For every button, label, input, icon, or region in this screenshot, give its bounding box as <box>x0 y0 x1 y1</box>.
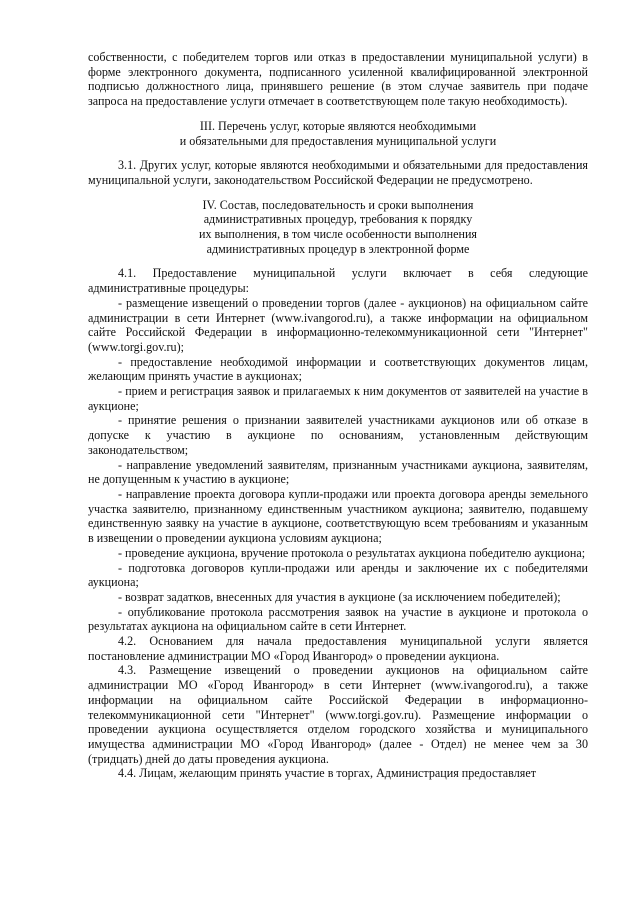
procedures-list <box>88 296 588 634</box>
document-body <box>88 50 588 781</box>
list-item: - возврат задатков, внесенных для участия в аукционе (за исключением победителей); <box>118 589 561 604</box>
section-4-heading-line: IV. Состав, последовательность и сроки выполнения <box>202 197 474 212</box>
list-item: - размещение извещений о проведении торгов (далее - аукционов) на официальном сайте администрации в сети Интернет (www.ivangorod.ru), а также информации на официальном сайте Российской Федерации в информационно-телекоммуникационной сети "Интернет" (www.torgi.gov.ru); <box>88 295 588 354</box>
paragraph-4-2: 4.2. Основанием для начала предоставления муниципальной услуги является постановление администрации МО «Город Ивангород» о проведении аукциона. <box>88 634 588 663</box>
list-item: - предоставление необходимой информации и соответствующих документов лицам, желающим принять участие в аукционах; <box>88 354 588 384</box>
section-3-heading-line: III. Перечень услуг, которые являются необходимыми <box>199 118 477 133</box>
section-3-heading <box>88 119 588 148</box>
list-item: - опубликование протокола рассмотрения заявок на участие в аукционе и протокола о результатах аукциона на официальном сайте в сети Интернет. <box>88 604 588 634</box>
section-3-heading-line: и обязательными для предоставления муниципальной услуги <box>179 133 497 148</box>
list-item: - проведение аукциона, вручение протокола о результатах аукциона победителю аукциона; <box>118 545 586 560</box>
paragraph-4-4: 4.4. Лицам, желающим принять участие в торгах, Администрация предоставляет <box>118 766 536 781</box>
list-item: - направление проекта договора купли-продажи или проекта договора аренды земельного участка заявителю, признанному единственным участником аукциона; заявителю, подавшему единственную заявку на участие в аукционе, соответствующую всем требованиям и указанным в извещении о проведении аукциона условиям аукциона; <box>88 486 588 546</box>
paragraph-3-1: 3.1. Других услуг, которые являются необходимыми и обязательными для предоставления муниципальной услуги, законодательством Российской Федерации не предусмотрено. <box>88 158 588 187</box>
paragraph-intro: собственности, с победителем торгов или отказ в предоставлении муниципальной услуги) в форме электронного документа, подписанного усиленной квалифицированной электронной подписью должностного лица, принявшего решение (в этом случае заявитель при подаче запроса на предоставление услуги отмечает в соответствующем поле такую необходимость). <box>88 50 588 109</box>
list-item: - направление уведомлений заявителям, признанным участниками аукциона, заявителям, не допущенным к участию в аукционе; <box>88 457 588 487</box>
section-4-heading-line: административных процедур в электронной форме <box>206 241 470 256</box>
paragraph-4-3: 4.3. Размещение извещений о проведении аукционов на официальном сайте администрации МО «Город Ивангород» в сети Интернет (www.ivangorod.ru), а также информации на официальном сайте Российской Федерации в информационно-телекоммуникационной сети "Интернет" (www.torgi.gov.ru). Размещение информации о проведении аукциона осуществляется отделом городского хозяйства и муниципального имущества администрации МО «Город Ивангород» (далее - Отдел) не менее чем за 30 (тридцать) дней до даты проведения аукциона. <box>88 663 588 766</box>
list-item: - подготовка договоров купли-продажи или аренды и заключение их с победителями аукциона; <box>88 560 588 590</box>
section-4-heading-line: их выполнения, в том числе особенности выполнения <box>198 227 477 242</box>
section-4-heading-line: административных процедур, требования к порядку <box>203 212 473 227</box>
section-4-heading <box>88 198 588 257</box>
paragraph-4-1: 4.1. Предоставление муниципальной услуги включает в себя следующие административные процедуры: <box>88 266 588 296</box>
list-item: - прием и регистрация заявок и прилагаемых к ним документов от заявителей на участие в аукционе; <box>88 384 588 413</box>
list-item: - принятие решения о признании заявителей участниками аукционов или об отказе в допуске к участию в аукционе по основаниям, установленным действующим законодательством; <box>88 413 588 457</box>
